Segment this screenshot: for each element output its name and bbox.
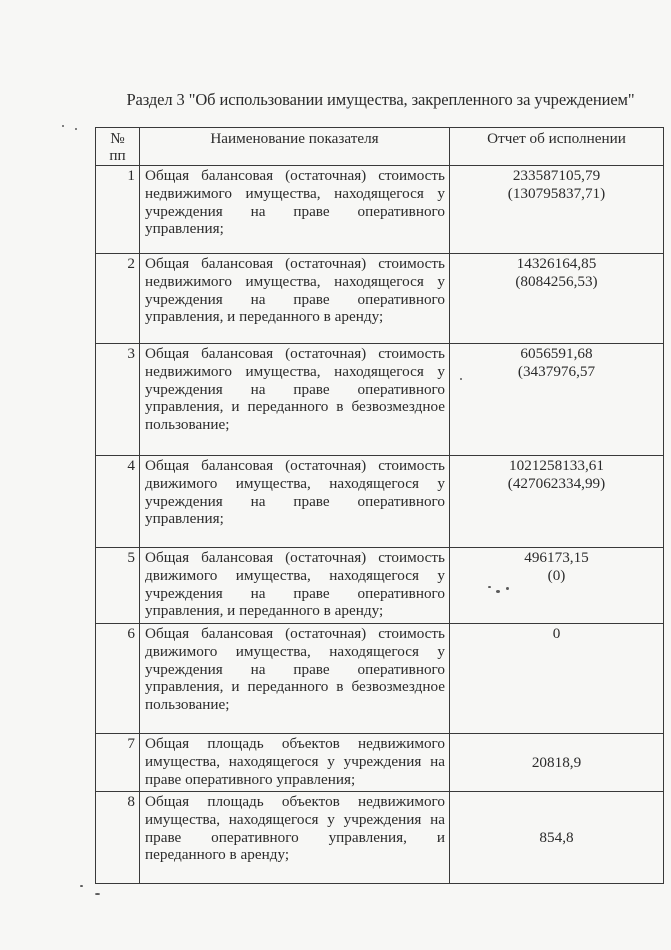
table-row [96, 344, 664, 456]
value-main: 6056591,68 [520, 345, 593, 362]
header-number-line2: пп [109, 147, 126, 164]
row-value [450, 792, 664, 884]
table-row [96, 166, 664, 254]
table-row [96, 734, 664, 792]
value-residual: (8084256,53) [515, 272, 598, 290]
row-number: 5 [96, 548, 140, 624]
row-value [450, 548, 664, 624]
row-number: 2 [96, 254, 140, 344]
row-indicator: Общая балансовая (остаточная) стоимость движимого имущества, находящегося у учреждения на праве оперативного управления; [140, 456, 450, 548]
row-number: 6 [96, 624, 140, 734]
row-number: 4 [96, 456, 140, 548]
row-indicator: Общая балансовая (остаточная) стоимость недвижимого имущества, находящегося у учреждения на праве оперативного управления, и переданного в безвозмездное пользование; [140, 344, 450, 456]
scan-speck [460, 378, 462, 380]
header-number [96, 128, 140, 166]
scan-speck [506, 587, 509, 590]
table-row [96, 456, 664, 548]
value-main: 496173,15 [524, 549, 589, 566]
table-row [96, 548, 664, 624]
row-value [450, 624, 664, 734]
table-row [96, 624, 664, 734]
table-row [96, 792, 664, 884]
scan-speck [95, 893, 100, 895]
row-indicator: Общая площадь объектов недвижимого имущества, находящегося у учреждения на праве оперативного управления; [140, 734, 450, 792]
header-number-line1: № [110, 130, 125, 147]
scan-speck [75, 128, 77, 130]
value-main: 14326164,85 [516, 255, 597, 272]
section-title: Раздел 3 "Об использовании имущества, закрепленного за учреждением" [126, 90, 635, 109]
row-number: 8 [96, 792, 140, 884]
value-residual: (0) [547, 566, 566, 584]
table-row [96, 254, 664, 344]
table-header-row [96, 128, 664, 166]
row-number: 7 [96, 734, 140, 792]
row-value [450, 456, 664, 548]
row-value [450, 254, 664, 344]
value-residual: (130795837,71) [507, 184, 606, 202]
row-number: 3 [96, 344, 140, 456]
row-indicator: Общая балансовая (остаточная) стоимость недвижимого имущества, находящегося у учреждения на праве оперативного управления, и переданного в аренду; [140, 254, 450, 344]
scan-speck [488, 586, 491, 588]
value-main: 1021258133,61 [509, 457, 604, 474]
row-value [450, 166, 664, 254]
header-indicator-name: Наименование показателя [140, 128, 450, 166]
row-indicator: Общая балансовая (остаточная) стоимость движимого имущества, находящегося у учреждения на праве оперативного управления, и переданного в аренду; [140, 548, 450, 624]
value-main: 20818,9 [531, 754, 582, 772]
scan-speck [496, 590, 500, 593]
property-usage-table [95, 127, 664, 884]
row-indicator: Общая площадь объектов недвижимого имущества, находящегося у учреждения на праве оперативного управления, и переданного в аренду; [140, 792, 450, 884]
scan-speck [80, 885, 83, 887]
row-indicator: Общая балансовая (остаточная) стоимость движимого имущества, находящегося у учреждения на праве оперативного управления, и переданного в безвозмездное пользование; [140, 624, 450, 734]
value-residual: (427062334,99) [507, 474, 606, 492]
header-report: Отчет об исполнении [450, 128, 664, 166]
row-value [450, 344, 664, 456]
value-main: 854,8 [539, 829, 574, 847]
scan-speck [62, 125, 64, 127]
value-main: 0 [552, 625, 561, 642]
row-number: 1 [96, 166, 140, 254]
row-value [450, 734, 664, 792]
value-main: 233587105,79 [512, 167, 601, 184]
row-indicator: Общая балансовая (остаточная) стоимость недвижимого имущества, находящегося у учреждения на праве оперативного управления; [140, 166, 450, 254]
value-residual: (3437976,57 [517, 362, 596, 380]
